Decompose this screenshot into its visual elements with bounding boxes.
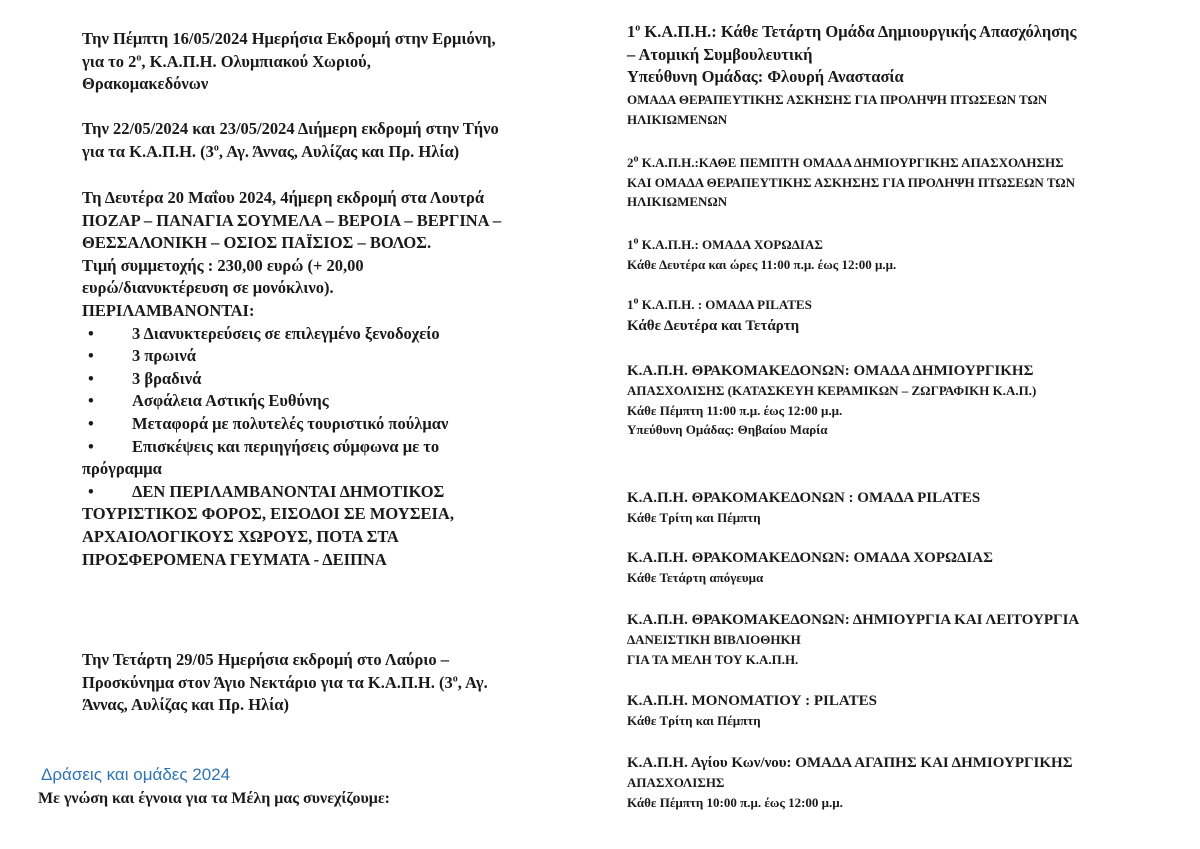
kapi1-pilates-schedule: Κάθε Δευτέρα και Τετάρτη xyxy=(627,317,800,334)
trip-ermioni xyxy=(82,28,496,96)
bullet-icon: • xyxy=(88,391,94,411)
thrako-choir-schedule: Κάθε Τετάρτη απόγευμα xyxy=(627,570,764,585)
thrako-creative xyxy=(627,361,1036,440)
kapi1-exercise xyxy=(627,90,1047,129)
bullet-icon: • xyxy=(88,323,94,343)
bullet-icon: • xyxy=(88,436,94,456)
thrako-creative-line: ΑΠΑΣΧΟΛΙΣΗΣ (ΚΑΤΑΣΚΕΥΗ ΚΕΡΑΜΙΚΩΝ – ΖΩΓΡΑΦΙΚΗ Κ.Α.Π.) xyxy=(627,383,1037,398)
bullet-icon: • xyxy=(88,481,94,501)
bullet-icon: • xyxy=(88,346,94,366)
trip-pozar-line: ΠΟΖΑΡ – ΠΑΝΑΓΙΑ ΣΟΥΜΕΛΑ – ΒΕΡΟΙΑ – ΒΕΡΓΙΝΑ – xyxy=(82,210,502,230)
agios-konstantinos xyxy=(627,753,1073,812)
agios-kon-title: Κ.Α.Π.Η. Αγίου Κων/νου: ΟΜΑΔΑ ΑΓΑΠΗΣ ΚΑΙ ΔΗΜΙΟΥΡΓΙΚΗΣ xyxy=(627,755,1073,771)
kapi1-creative-line: – Ατομική Συμβουλευτική xyxy=(627,44,813,64)
excluded-item-label: ΔΕΝ ΠΕΡΙΛΑΜΒΑΝΟΝΤΑΙ ΔΗΜΟΤΙΚΟΣ xyxy=(132,481,445,501)
section-title: Δράσεις και ομάδες 2024 xyxy=(41,765,231,784)
kapi1-creative-line: $1^o$ Κ.Α.Π.Η.: Κάθε Τετάρτη Ομάδα Δημιουργικής Απασχόλησης xyxy=(627,22,1077,41)
included-item xyxy=(82,390,501,413)
monomatiou-pilates-title: Κ.Α.Π.Η. ΜΟΝΟΜΑΤΙΟΥ : PILATES xyxy=(627,693,877,709)
thrako-pilates-title: Κ.Α.Π.Η. ΘΡΑΚΟΜΑΚΕΔΟΝΩΝ : ΟΜΑΔΑ PILATES xyxy=(627,490,981,506)
thrako-pilates-schedule: Κάθε Τρίτη και Πέμπτη xyxy=(627,510,761,525)
section-subtitle: Με γνώση και έγνοια για τα Μέλη μας συνεχίζουμε: xyxy=(38,790,390,807)
thrako-creative-line: Κάθε Πέμπτη 11:00 π.μ. έως 12:00 μ.μ. xyxy=(627,402,843,418)
trip-ermioni-line: Την Πέμπτη 16/05/2024 Ημερήσια Εκδρομή στην Ερμιόνη, xyxy=(82,29,496,48)
included-item-label: Επισκέψεις και περιηγήσεις σύμφωνα με το xyxy=(132,436,440,456)
thrako-creative-line: Υπεύθυνη Ομάδας: Θηβαίου Μαρία xyxy=(627,422,828,437)
kapi2-line: ΗΛΙΚΙΩΜΕΝΩΝ xyxy=(627,194,728,209)
kapi1-pilates xyxy=(627,295,812,336)
trip-ermioni-line: για το $2^o$, Κ.Α.Π.Η. Ολυμπιακού Χωριού, xyxy=(82,51,371,71)
excluded-line: ΤΟΥΡΙΣΤΙΚΟΣ ΦΟΡΟΣ, ΕΙΣΟΔΟΙ ΣΕ ΜΟΥΣΕΙΑ, xyxy=(82,504,454,524)
thrako-library-line: ΔΑΝΕΙΣΤΙΚΗ ΒΙΒΛΙΟΘΗΚΗ xyxy=(627,632,801,647)
trip-pozar-line: Τη Δευτέρα 20 Μαΐου 2024, 4ήμερη εκδρομή στα Λουτρά xyxy=(82,188,485,207)
kapi2-line: ΚΑΙ ΟΜΑΔΑ ΘΕΡΑΠΕΥΤΙΚΗΣ ΑΣΚΗΣΗΣ ΓΙΑ ΠΡΟΛΗΨΗ ΠΤΩΣΕΩΝ ΤΩΝ xyxy=(627,174,1076,190)
included-item xyxy=(82,413,501,436)
included-item-label: 3 πρωινά xyxy=(132,346,197,366)
thrako-library-line: ΓΙΑ ΤΑ ΜΕΛΗ ΤΟΥ Κ.Α.Π.Η. xyxy=(627,651,799,667)
kapi1-creative xyxy=(627,21,1077,89)
thrako-pilates xyxy=(627,488,980,528)
bullet-icon: • xyxy=(88,368,94,388)
thrako-creative-title: Κ.Α.Π.Η. ΘΡΑΚΟΜΑΚΕΔΟΝΩΝ: ΟΜΑΔΑ ΔΗΜΙΟΥΡΓΙΚΗΣ xyxy=(627,363,1034,379)
trip-pozar-line: Τιμή συμμετοχής : 230,00 ευρώ (+ 20,00 xyxy=(82,255,364,275)
thrako-choir-title: Κ.Α.Π.Η. ΘΡΑΚΟΜΑΚΕΔΟΝΩΝ: ΟΜΑΔΑ ΧΟΡΩΔΙΑΣ xyxy=(627,550,993,566)
agios-kon-line: ΑΠΑΣΧΟΛΙΣΗΣ xyxy=(627,775,725,790)
thrako-library-title: Κ.Α.Π.Η. ΘΡΑΚΟΜΑΚΕΔΟΝΩΝ: ΔΗΜΙΟΥΡΓΙΑ ΚΑΙ ΛΕΙΤΟΥΡΓΙΑ xyxy=(627,612,1080,628)
kapi2-line: $2^o$ Κ.Α.Π.Η.:ΚΑΘΕ ΠΕΜΠΤΗ ΟΜΑΔΑ ΔΗΜΙΟΥΡΓΙΚΗΣ ΑΠΑΣΧΟΛΗΣΗΣ xyxy=(627,153,1064,170)
included-item-label: 3 Διανυκτερεύσεις σε επιλεγμένο ξενοδοχείο xyxy=(132,323,440,343)
included-item-label: Ασφάλεια Αστικής Ευθύνης xyxy=(132,391,329,411)
kapi1-creative-line: Υπεύθυνη Ομάδας: Φλουρή Αναστασία xyxy=(627,67,904,87)
monomatiou-pilates xyxy=(627,691,877,731)
included-item xyxy=(82,368,501,391)
trip-lavrio-line: Άννας, Αυλίζας και Πρ. Ηλία) xyxy=(82,695,289,715)
excluded-line: ΠΡΟΣΦΕΡΟΜΕΝΑ ΓΕΥΜΑΤΑ - ΔΕΙΠΝΑ xyxy=(82,549,387,569)
excluded-item xyxy=(82,481,501,504)
kapi1-exercise-line: ΟΜΑΔΑ ΘΕΡΑΠΕΥΤΙΚΗΣ ΑΣΚΗΣΗΣ ΓΙΑ ΠΡΟΛΗΨΗ ΠΤΩΣΕΩΝ ΤΩΝ xyxy=(627,92,1048,107)
included-item-continuation: πρόγραμμα xyxy=(82,459,162,479)
thrako-choir xyxy=(627,548,993,588)
trip-tinos-line: Την 22/05/2024 και 23/05/2024 Διήμερη εκδρομή στην Τήνο xyxy=(82,119,499,138)
bullet-icon: • xyxy=(88,413,94,433)
trip-lavrio-line: Προσκύνημα στον Άγιο Νεκτάριο για τα Κ.Α.Π.Η. ($3^o$, Αγ. xyxy=(82,672,488,692)
trip-pozar-line: ΠΕΡΙΛΑΜΒΑΝΟΝΤΑΙ: xyxy=(82,300,255,320)
trip-ermioni-line: Θρακομακεδόνων xyxy=(82,74,209,94)
included-item-label: 3 βραδινά xyxy=(132,368,202,388)
kapi1-choir-line: $1^o$ Κ.Α.Π.Η.: ΟΜΑΔΑ ΧΟΡΩΔΙΑΣ xyxy=(627,235,823,252)
monomatiou-pilates-schedule: Κάθε Τρίτη και Πέμπτη xyxy=(627,713,761,728)
kapi2-groups xyxy=(627,153,1075,212)
trip-pozar xyxy=(82,187,501,571)
agios-kon-line: Κάθε Πέμπτη 10:00 π.μ. έως 12:00 μ.μ. xyxy=(627,794,843,810)
trip-lavrio xyxy=(82,649,488,717)
kapi1-choir-line: Κάθε Δευτέρα και ώρες 11:00 π.μ. έως 12:00 μ.μ. xyxy=(627,256,897,272)
kapi1-pilates-title: $1^o$ Κ.Α.Π.Η. : ΟΜΑΔΑ PILATES xyxy=(627,295,812,312)
kapi1-choir xyxy=(627,235,896,274)
included-item xyxy=(82,436,501,459)
included-item xyxy=(82,345,501,368)
trip-lavrio-line: Την Τετάρτη 29/05 Ημερήσια εκδρομή στο Λαύριο – xyxy=(82,650,450,669)
thrako-library xyxy=(627,610,1079,669)
trip-pozar-line: ευρώ/διανυκτέρευση σε μονόκλινο). xyxy=(82,278,334,298)
trip-tinos xyxy=(82,118,499,163)
trip-tinos-line: για τα Κ.Α.Π.Η. ($3^o$, Αγ. Άννας, Αυλίζας και Πρ. Ηλία) xyxy=(82,141,460,161)
included-item-label: Μεταφορά με πολυτελές τουριστικό πούλμαν xyxy=(132,413,449,433)
trip-pozar-line: ΘΕΣΣΑΛΟΝΙΚΗ – ΟΣΙΟΣ ΠΑΪΣΙΟΣ – ΒΟΛΟΣ. xyxy=(82,233,432,253)
included-item xyxy=(82,323,501,346)
kapi1-exercise-line: ΗΛΙΚΙΩΜΕΝΩΝ xyxy=(627,111,728,127)
excluded-line: ΑΡΧΑΙΟΛΟΓΙΚΟΥΣ ΧΩΡΟΥΣ, ΠΟΤΑ ΣΤΑ xyxy=(82,526,399,546)
